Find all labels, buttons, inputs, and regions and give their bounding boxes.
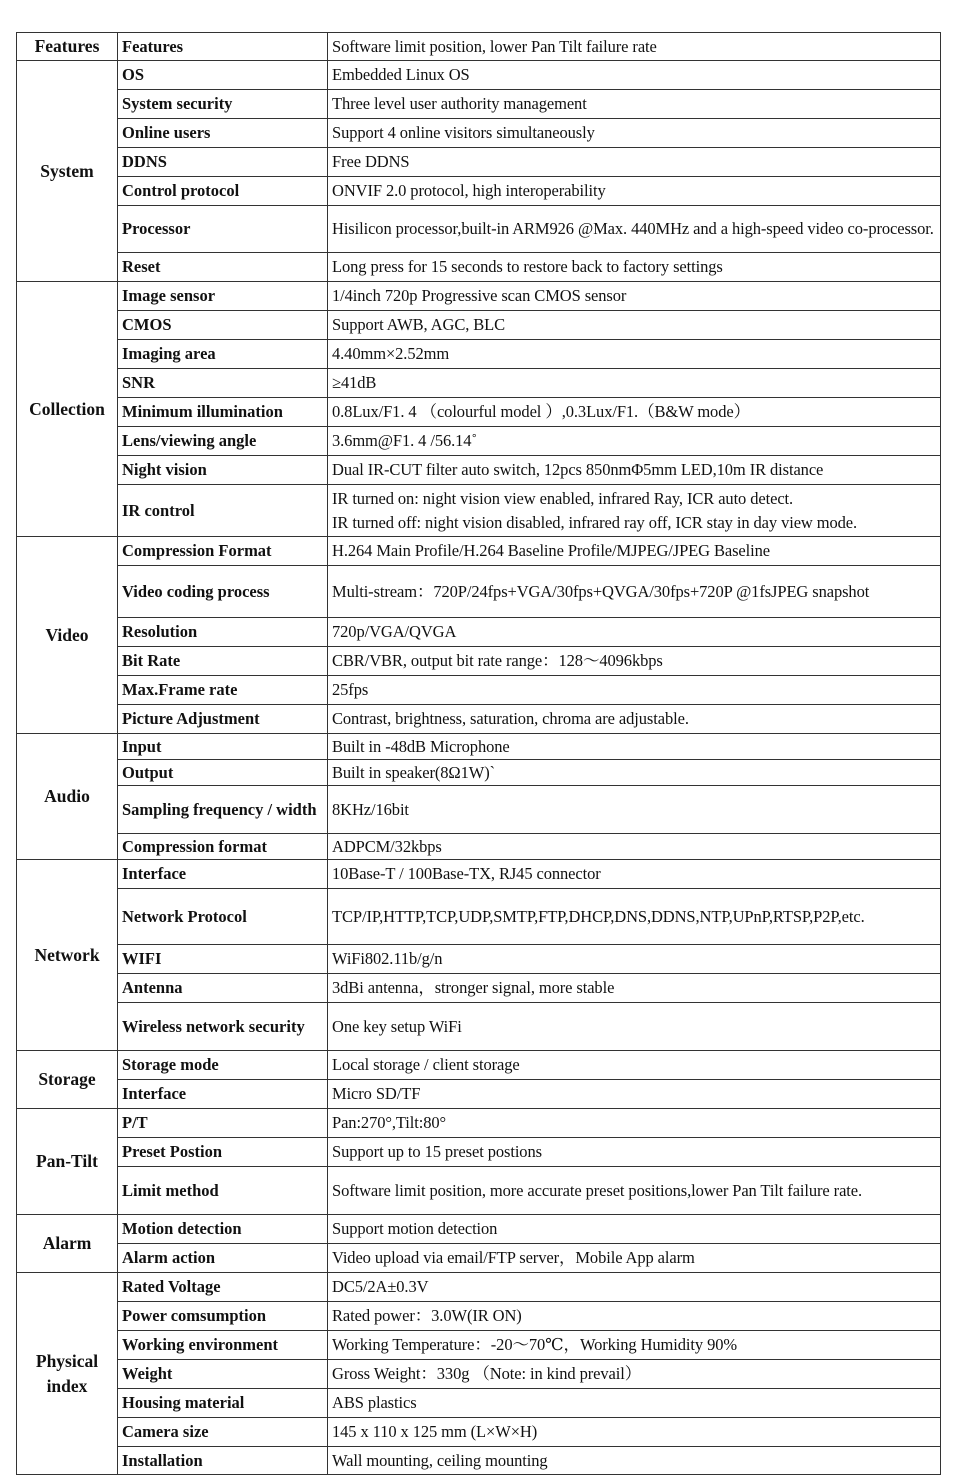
feature-label: IR control [118, 485, 328, 537]
spec-row [17, 1215, 941, 1244]
spec-row [17, 456, 941, 485]
feature-label: OS [118, 61, 328, 90]
feature-label: Max.Frame rate [118, 676, 328, 705]
feature-label: Image sensor [118, 282, 328, 311]
spec-row [17, 1360, 941, 1389]
feature-value: Micro SD/TF [328, 1080, 941, 1109]
feature-label: Picture Adjustment [118, 705, 328, 734]
feature-value: Built in -48dB Microphone [328, 734, 941, 760]
spec-row [17, 282, 941, 311]
feature-value: Video upload via email/FTP server，Mobile App alarm [328, 1244, 941, 1273]
feature-value: ABS plastics [328, 1389, 941, 1418]
group-label-collection: Collection [17, 282, 118, 537]
feature-value: Hisilicon processor,built-in ARM926 @Max. 440MHz and a high-speed video co-processor. [328, 206, 941, 253]
spec-row [17, 786, 941, 834]
feature-value: 3dBi antenna，stronger signal, more stable [328, 974, 941, 1003]
feature-value: TCP/IP,HTTP,TCP,UDP,SMTP,FTP,DHCP,DNS,DDNS,NTP,UPnP,RTSP,P2P,etc. [328, 889, 941, 945]
feature-value: Free DDNS [328, 148, 941, 177]
feature-value: 3.6mm@F1. 4 /56.14˚ [328, 427, 941, 456]
spec-row [17, 760, 941, 786]
spec-row [17, 1244, 941, 1273]
feature-label: Imaging area [118, 340, 328, 369]
feature-label: Output [118, 760, 328, 786]
group-label-alarm: Alarm [17, 1215, 118, 1273]
feature-value: Wall mounting, ceiling mounting [328, 1447, 941, 1475]
feature-value: Software limit position, more accurate preset positions,lower Pan Tilt failure rate. [328, 1167, 941, 1215]
spec-row [17, 427, 941, 456]
feature-value: Software limit position, lower Pan Tilt failure rate [328, 33, 941, 61]
feature-value: 25fps [328, 676, 941, 705]
spec-row [17, 1302, 941, 1331]
feature-label: P/T [118, 1109, 328, 1138]
feature-value: Multi-stream：720P/24fps+VGA/30fps+QVGA/30fps+720P @1fsJPEG snapshot [328, 566, 941, 618]
feature-value: Gross Weight：330g （Note: in kind prevail） [328, 1360, 941, 1389]
spec-row [17, 537, 941, 566]
feature-label: Limit method [118, 1167, 328, 1215]
spec-row [17, 1080, 941, 1109]
spec-row [17, 1418, 941, 1447]
feature-value: 10Base-T / 100Base-TX, RJ45 connector [328, 860, 941, 889]
feature-label: Sampling frequency / width [118, 786, 328, 834]
spec-row [17, 253, 941, 282]
feature-value: CBR/VBR, output bit rate range：128～4096kbps [328, 647, 941, 676]
feature-label: Power comsumption [118, 1302, 328, 1331]
spec-row [17, 647, 941, 676]
feature-label: Compression Format [118, 537, 328, 566]
feature-value: DC5/2A±0.3V [328, 1273, 941, 1302]
group-label-audio: Audio [17, 734, 118, 860]
feature-label: SNR [118, 369, 328, 398]
spec-row [17, 1167, 941, 1215]
feature-value: Contrast, brightness, saturation, chroma are adjustable. [328, 705, 941, 734]
feature-value: ≥41dB [328, 369, 941, 398]
feature-label: Housing material [118, 1389, 328, 1418]
feature-label: Antenna [118, 974, 328, 1003]
spec-row [17, 1331, 941, 1360]
spec-row [17, 705, 941, 734]
feature-label: Interface [118, 860, 328, 889]
feature-label: Compression format [118, 834, 328, 860]
feature-value: Support motion detection [328, 1215, 941, 1244]
spec-row [17, 1051, 941, 1080]
spec-row [17, 1447, 941, 1475]
feature-label: Weight [118, 1360, 328, 1389]
spec-row [17, 834, 941, 860]
feature-label: Network Protocol [118, 889, 328, 945]
spec-row [17, 889, 941, 945]
spec-row [17, 974, 941, 1003]
feature-value: ONVIF 2.0 protocol, high interoperability [328, 177, 941, 206]
feature-value: Embedded Linux OS [328, 61, 941, 90]
feature-label: Camera size [118, 1418, 328, 1447]
group-label-features: Features [17, 33, 118, 61]
spec-row [17, 1109, 941, 1138]
spec-table-body [17, 33, 941, 1475]
feature-value: H.264 Main Profile/H.264 Baseline Profile/MJPEG/JPEG Baseline [328, 537, 941, 566]
spec-row [17, 860, 941, 889]
spec-row [17, 90, 941, 119]
feature-label: Preset Postion [118, 1138, 328, 1167]
spec-row [17, 369, 941, 398]
feature-value: Local storage / client storage [328, 1051, 941, 1080]
feature-value: WiFi802.11b/g/n [328, 945, 941, 974]
feature-label: Processor [118, 206, 328, 253]
group-label-storage: Storage [17, 1051, 118, 1109]
feature-label: Bit Rate [118, 647, 328, 676]
spec-row [17, 148, 941, 177]
feature-label: Control protocol [118, 177, 328, 206]
spec-row [17, 676, 941, 705]
feature-value: IR turned on: night vision view enabled, infrared Ray, ICR auto detect. IR turned off: night vision disabled, infrared ray off, ICR stay in day view mode. [328, 485, 941, 537]
feature-value: Three level user authority management [328, 90, 941, 119]
spec-row [17, 61, 941, 90]
feature-value: 4.40mm×2.52mm [328, 340, 941, 369]
feature-value: Working Temperature：-20～70℃，Working Humidity 90% [328, 1331, 941, 1360]
feature-label: Resolution [118, 618, 328, 647]
feature-label: Features [118, 33, 328, 61]
feature-label: Motion detection [118, 1215, 328, 1244]
feature-label: Wireless network security [118, 1003, 328, 1051]
group-label-system: System [17, 61, 118, 282]
feature-label: CMOS [118, 311, 328, 340]
spec-table [16, 32, 941, 1475]
feature-value: Dual IR-CUT filter auto switch, 12pcs 850nmΦ5mm LED,10m IR distance [328, 456, 941, 485]
spec-row [17, 206, 941, 253]
spec-row [17, 618, 941, 647]
spec-row [17, 1138, 941, 1167]
feature-label: Video coding process [118, 566, 328, 618]
spec-row [17, 33, 941, 61]
spec-row [17, 398, 941, 427]
feature-value: Support AWB, AGC, BLC [328, 311, 941, 340]
feature-label: Online users [118, 119, 328, 148]
feature-label: System security [118, 90, 328, 119]
feature-label: Installation [118, 1447, 328, 1475]
feature-value: Pan:270°,Tilt:80° [328, 1109, 941, 1138]
feature-label: Interface [118, 1080, 328, 1109]
spec-row [17, 311, 941, 340]
feature-value: Support 4 online visitors simultaneously [328, 119, 941, 148]
group-label-physical-index: Physical index [17, 1273, 118, 1475]
feature-value: 0.8Lux/F1. 4 （colourful model ）,0.3Lux/F1.（B&W mode） [328, 398, 941, 427]
spec-row [17, 566, 941, 618]
spec-row [17, 945, 941, 974]
feature-value: Support up to 15 preset postions [328, 1138, 941, 1167]
feature-label: Input [118, 734, 328, 760]
spec-row [17, 1273, 941, 1302]
feature-label: Storage mode [118, 1051, 328, 1080]
group-label-pan-tilt: Pan-Tilt [17, 1109, 118, 1215]
feature-value: 145 x 110 x 125 mm (L×W×H) [328, 1418, 941, 1447]
feature-value: 720p/VGA/QVGA [328, 618, 941, 647]
feature-value: One key setup WiFi [328, 1003, 941, 1051]
feature-label: DDNS [118, 148, 328, 177]
feature-label: Reset [118, 253, 328, 282]
spec-row [17, 1389, 941, 1418]
feature-value: Long press for 15 seconds to restore back to factory settings [328, 253, 941, 282]
feature-value: 1/4inch 720p Progressive scan CMOS sensor [328, 282, 941, 311]
feature-label: Working environment [118, 1331, 328, 1360]
feature-label: Lens/viewing angle [118, 427, 328, 456]
group-label-network: Network [17, 860, 118, 1051]
feature-value: Rated power：3.0W(IR ON) [328, 1302, 941, 1331]
feature-value: Built in speaker(8Ω1W)` [328, 760, 941, 786]
group-label-video: Video [17, 537, 118, 734]
feature-value: ADPCM/32kbps [328, 834, 941, 860]
spec-row [17, 340, 941, 369]
spec-row [17, 119, 941, 148]
spec-row [17, 734, 941, 760]
feature-label: WIFI [118, 945, 328, 974]
feature-value: 8KHz/16bit [328, 786, 941, 834]
feature-label: Rated Voltage [118, 1273, 328, 1302]
feature-label: Alarm action [118, 1244, 328, 1273]
feature-label: Night vision [118, 456, 328, 485]
spec-row [17, 485, 941, 537]
spec-row [17, 177, 941, 206]
feature-label: Minimum illumination [118, 398, 328, 427]
spec-row [17, 1003, 941, 1051]
